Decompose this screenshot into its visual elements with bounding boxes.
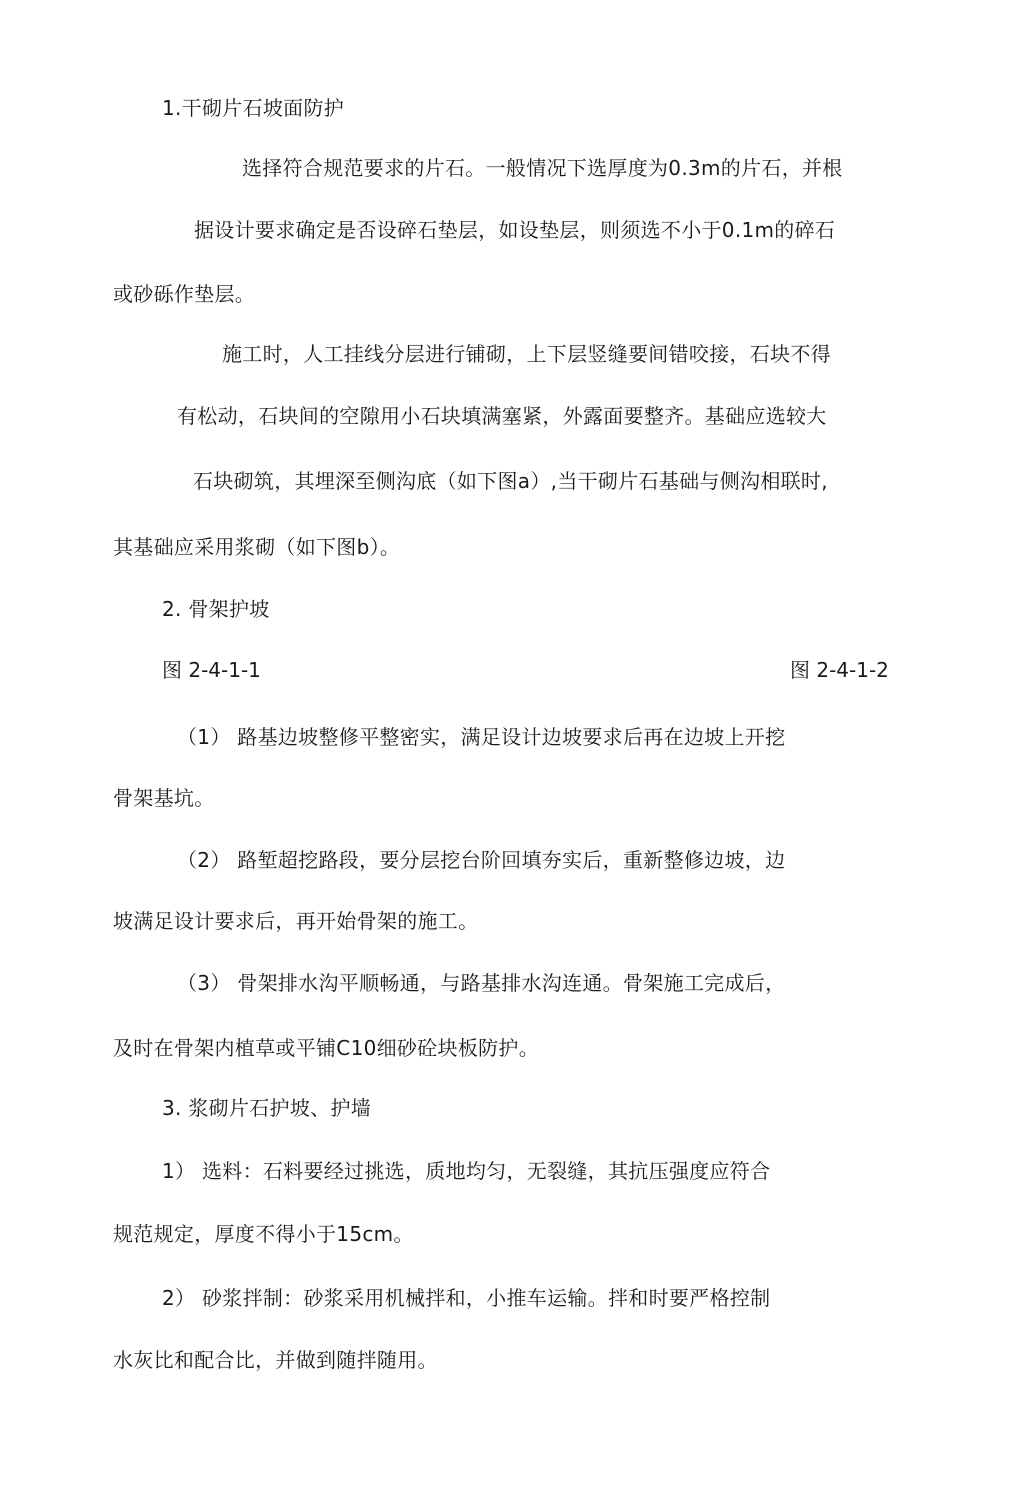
section2-heading: 2. 骨架护坡 — [162, 597, 270, 621]
section1-p2-line3: 石块砌筑，其埋深至侧沟底（如下图a）,当干砌片石基础与侧沟相联时, — [193, 469, 828, 493]
section3-heading: 3. 浆砌片石护坡、护墙 — [162, 1096, 372, 1120]
section1-p1-line1: 选择符合规范要求的片石。一般情况下选厚度为0.3m的片石，并根 — [242, 156, 843, 180]
section2-item2-line2: 坡满足设计要求后，再开始骨架的施工。 — [113, 909, 479, 933]
section3-item2-line1: 2） 砂浆拌制：砂浆采用机械拌和，小推车运输。拌和时要严格控制 — [162, 1286, 771, 1310]
figure-caption-right: 图 2-4-1-2 — [790, 658, 889, 682]
section2-item3-line2: 及时在骨架内植草或平铺C10细砂砼块板防护。 — [113, 1036, 540, 1060]
figure-caption-left: 图 2-4-1-1 — [162, 658, 261, 682]
section1-p1-line2: 据设计要求确定是否设碎石垫层，如设垫层，则须选不小于0.1m的碎石 — [194, 218, 836, 242]
section1-p2-line1: 施工时，人工挂线分层进行铺砌，上下层竖缝要间错咬接，石块不得 — [222, 342, 831, 366]
section3-item2-line2: 水灰比和配合比，并做到随拌随用。 — [113, 1348, 438, 1372]
section2-item2-line1: （2） 路堑超挖路段，要分层挖台阶回填夯实后，重新整修边坡，边 — [177, 848, 786, 872]
section2-item1-line1: （1） 路基边坡整修平整密实，满足设计边坡要求后再在边坡上开挖 — [177, 725, 786, 749]
section2-item1-line2: 骨架基坑。 — [113, 786, 215, 810]
section1-p2-line2: 有松动，石块间的空隙用小石块填满塞紧，外露面要整齐。基础应选较大 — [177, 404, 827, 428]
section1-heading: 1.干砌片石坡面防护 — [162, 96, 345, 120]
section3-item1-line2: 规范规定，厚度不得小于15cm。 — [113, 1222, 414, 1246]
section1-p1-line3: 或砂砾作垫层。 — [113, 282, 256, 306]
section2-item3-line1: （3） 骨架排水沟平顺畅通，与路基排水沟连通。骨架施工完成后， — [177, 971, 786, 995]
section1-p2-line4: 其基础应采用浆砌（如下图b）。 — [113, 535, 401, 559]
section3-item1-line1: 1） 选料：石料要经过挑选，质地均匀，无裂缝，其抗压强度应符合 — [162, 1159, 771, 1183]
